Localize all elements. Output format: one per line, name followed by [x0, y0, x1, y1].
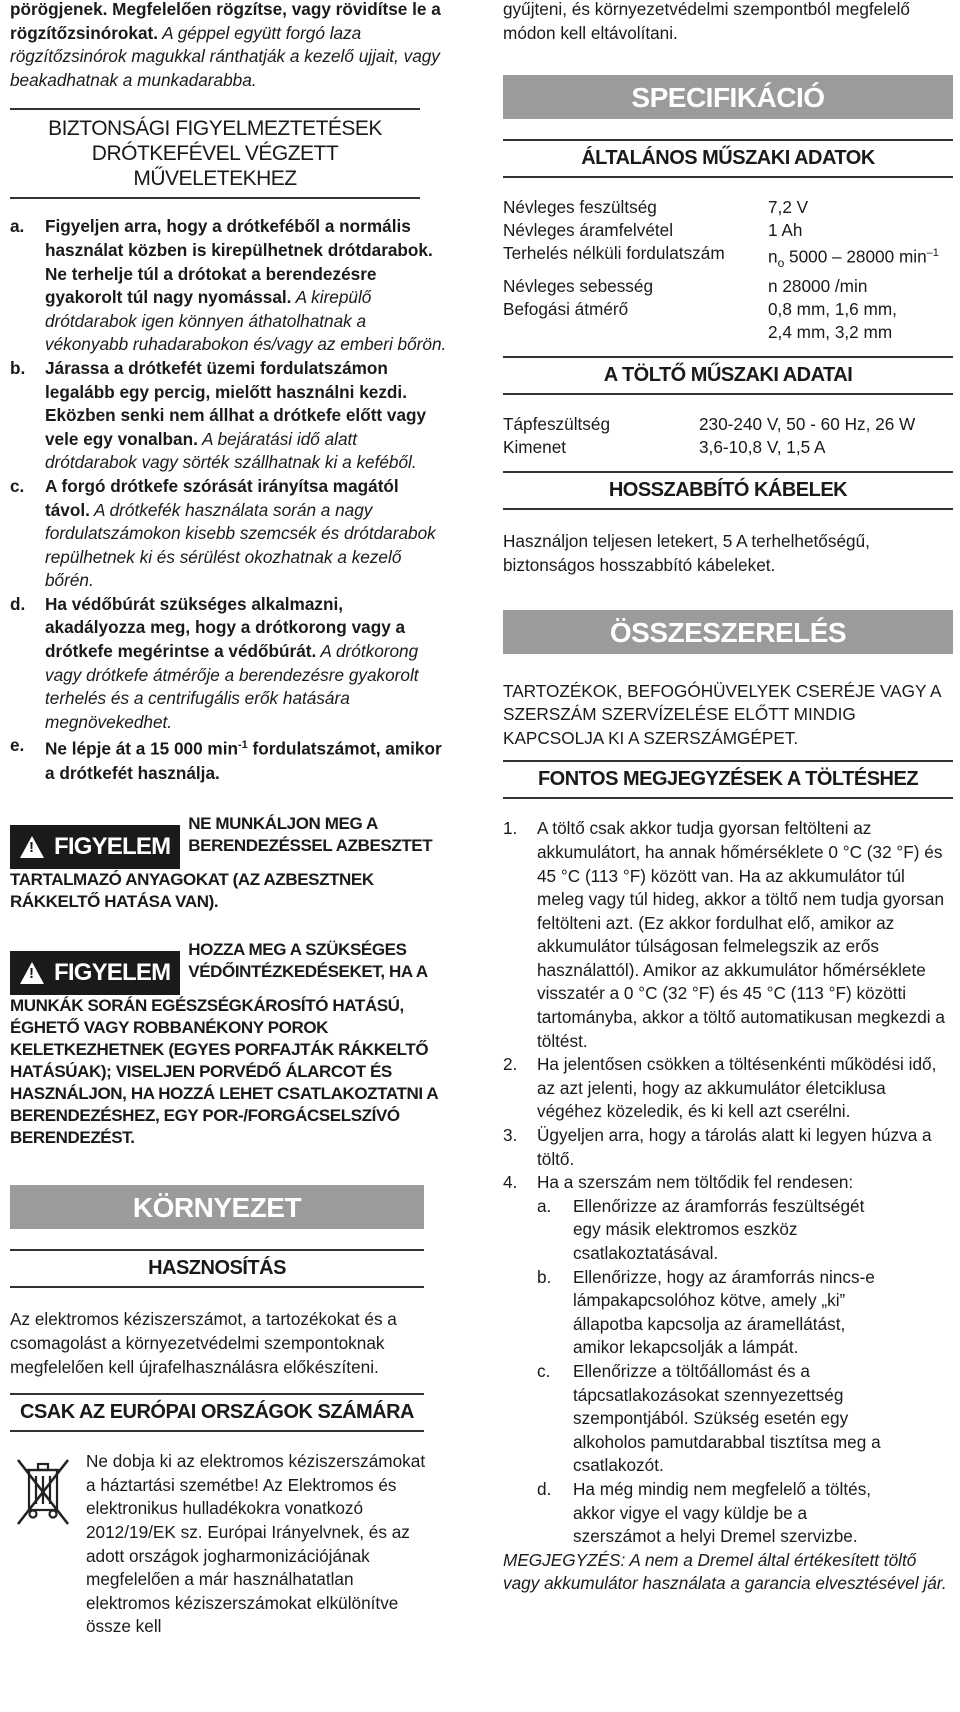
- recycling-text: Az elektromos kéziszerszámot, a tartozékokat és a csomagolást a környezetvédelmi szempontoknak megfelelően kell újrafelhasználásra előkészíteni.: [10, 1309, 397, 1377]
- eu-text: Ne dobja ki az elektromos kéziszerszámokat a háztartási szemétbe! Az Elektromos és elektronikus hulladékokra vonatkozó 2012/19/EK sz. Európai Irányelvnek, és az adott országok jogharmonizációjának megfelelően a már használhatatlan elektromos kéziszerszámokat elkülönítve össze kell: [86, 1451, 426, 1637]
- warning-badge: [10, 825, 180, 869]
- spec-value: [768, 298, 939, 344]
- item-label: e.: [10, 735, 25, 756]
- sub-list-item: [537, 1478, 897, 1549]
- divider: [503, 356, 953, 358]
- subnote-text: Ellenőrizze az áramforrás feszültségét egy másik elektromos eszköz csatlakoztatásával.: [573, 1195, 865, 1264]
- divider: [10, 197, 420, 199]
- weee-bin-icon: [16, 1456, 76, 1639]
- divider: [503, 797, 953, 799]
- table-row: [503, 219, 939, 242]
- intro-bold: pörögjenek. Megfelelően rögzítse, vagy rövidítse le a rögzítőzsinórokat.: [10, 0, 441, 43]
- eu-section: [10, 1450, 448, 1639]
- item-label: b.: [10, 357, 26, 378]
- list-item: [10, 215, 448, 357]
- specification-band: SPECIFIKÁCIÓ: [503, 75, 953, 119]
- subnote-letter: c.: [537, 1360, 551, 1381]
- warning-asbestos: [10, 813, 448, 913]
- subnote-text: Ha még mindig nem megfelelő a töltés, akkor vigye el vagy küldje be a szerszámot a helyi Dremel szervizbe.: [573, 1478, 872, 1547]
- warning-badge-label: FIGYELEM: [54, 833, 171, 861]
- sub-list-item: [537, 1266, 887, 1360]
- recycling-heading: HASZNOSÍTÁS: [148, 1257, 286, 1280]
- item-italic: A drótkefék használata során a nagy fordulatszámokon kisebb szemcsék és drótdarabok repülhetnek ki és sérülést okozhatnak a kezelő bőrén.: [45, 499, 436, 591]
- spec-value-n: n: [768, 246, 778, 267]
- spec-label: Tápfeszültség: [503, 414, 611, 435]
- spec-value-line2: 2,4 mm, 3,2 mm: [768, 322, 893, 343]
- extension-cables-text: Használjon teljesen letekert, 5 A terhelhetőségű, biztonságos hosszabbító kábeleket.: [503, 531, 870, 575]
- spec-value: 3,6-10,8 V, 1,5 A: [699, 437, 826, 458]
- list-item: [503, 1171, 955, 1195]
- left-column: [10, 0, 448, 1639]
- eu-heading: CSAK AZ EURÓPAI ORSZÁGOK SZÁMÁRA: [20, 1401, 414, 1424]
- spec-label: Kimenet: [503, 437, 567, 458]
- assembly-text: TARTOZÉKOK, BEFOGÓHÜVELYEK CSERÉJE VAGY A SZERSZÁM SZERVÍZELÉSE ELŐTT MINDIG KAPCSOLJA KI A SZERSZÁMGÉPET.: [503, 680, 941, 748]
- warning-line2: VÉDŐINTÉZKEDÉSEKET, HA A: [188, 962, 428, 982]
- item-italic: A bejáratási idő alatt drótdarabok vagy sörték szállhatnak ki a keféből.: [45, 428, 417, 473]
- warning-triangle-icon: !: [20, 962, 44, 984]
- subnote-letter: b.: [537, 1266, 552, 1287]
- warning-line1: NE MUNKÁLJON MEG A: [188, 814, 378, 834]
- spec-value-line1: 0,8 mm, 1,6 mm,: [768, 299, 897, 320]
- item-italic: A drótkorong vagy drótkefe átmérője a berendezésre gyakorolt terhelés és a centrifugális erők hatására megnövekedhet.: [45, 641, 419, 732]
- spec-value: n 28000 /min: [768, 276, 868, 297]
- item-bold: Figyeljen arra, hogy a drótkeféből a normális használat közben is kirepülhetnek drótdarabok. Ne terhelje túl a drótokat a berendezésre gyakorolt túl nagy nyomással.: [45, 216, 433, 308]
- item-label: c.: [10, 475, 25, 496]
- right-column: [503, 0, 955, 1596]
- note-text: Ügyeljen arra, hogy a tárolás alatt ki legyen húzva a töltő.: [537, 1125, 932, 1169]
- item-bold: A forgó drótkefe szórását irányítsa magától távol.: [45, 475, 399, 520]
- charging-notes-list: [503, 817, 955, 1596]
- divider: [10, 1286, 424, 1288]
- safety-list: [10, 215, 448, 785]
- table-row: [503, 275, 939, 298]
- item-bold: Ha védőbúrát szükséges alkalmazni, akadályozza meg, hogy a drótkorong vagy a drótkefe megérintse a védőbúrát.: [45, 593, 406, 662]
- spec-value-sup: –1: [926, 247, 939, 260]
- subnote-text: Ellenőrizze, hogy az áramforrás nincs-e lámpakapcsolóhoz kötve, amely „ki” állapotba kapcsolja az áramellátást, amikor lekapcsolják a lámpát.: [573, 1266, 875, 1358]
- spec-label: Névleges áramfelvétel: [503, 220, 674, 241]
- item-label: d.: [10, 593, 26, 614]
- divider: [503, 176, 953, 178]
- table-row: [503, 242, 939, 275]
- item-label: a.: [10, 216, 25, 237]
- warning-head: [188, 939, 427, 995]
- warning-dust: [10, 939, 448, 1149]
- warning-line2: BERENDEZÉSSEL AZBESZTET: [188, 836, 433, 856]
- item-bold: Ne lépje át a 15 000 min: [45, 739, 238, 760]
- continued-text: gyűjteni, és környezetvédelmi szempontból megfelelő módon kell eltávolítani.: [503, 0, 910, 43]
- spec-value: [768, 242, 939, 275]
- divider: [503, 139, 953, 141]
- subnote-letter: d.: [537, 1478, 552, 1499]
- warning-badge: [10, 951, 180, 995]
- divider: [10, 1430, 424, 1432]
- note-number: 3.: [503, 1125, 518, 1146]
- extension-cables-heading: HOSSZABBÍTÓ KÁBELEK: [608, 479, 848, 502]
- note-number: 4.: [503, 1172, 518, 1193]
- divider: [10, 108, 420, 110]
- brush-safety-heading: [10, 116, 420, 191]
- charging-notes-heading: FONTOS MEGJEGYZÉSEK A TÖLTÉSHEZ: [537, 768, 919, 791]
- list-item: [503, 817, 955, 1053]
- table-row: [503, 298, 939, 344]
- table-row: [503, 196, 939, 219]
- list-item: [503, 1053, 955, 1124]
- divider: [503, 760, 953, 762]
- note-text: A töltő csak akkor tudja gyorsan feltölteni az akkumulátort, ha annak hőmérséklete 0 °C (32 °F) és 45 °C (113 °F) között van. Ha az akkumulátor túl meleg vagy túl hideg, akkor a töltő nem tudja gyorsan feltölteni azt. (Ez akkor fordulhat elő, amikor az akkumulátor túlságosan felmelegszik az erős használattól). Amikor az akkumulátor hőmérséklete visszatér a 0 °C (32 °F) és 45 °C (113 °F) közötti tartományba, akkor a töltő automatikusan megkezdi a töltést.: [537, 818, 945, 1051]
- spec-value-sub: o: [777, 256, 785, 271]
- table-row: [503, 436, 915, 459]
- divider: [10, 1249, 424, 1251]
- sub-list-item: [537, 1360, 907, 1478]
- brush-heading-line2: DRÓTKEFÉVEL VÉGZETT MŰVELETEKHEZ: [91, 142, 339, 191]
- list-item: [10, 475, 448, 593]
- environment-band: KÖRNYEZET: [10, 1185, 424, 1229]
- list-item: [10, 593, 448, 735]
- warning-text: MUNKÁK SORÁN EGÉSZSÉGKÁROSÍTÓ HATÁSÚ, ÉGHETŐ VAGY ROBBANÉKONY POROK KELETKEZHETNEK (EGYES PORFAJTÁK RÁKKELTŐ HATÁSÚAK); VISELJEN PORVÉDŐ ÁLARCOT ÉS HASZNÁLJON, HA HOZZÁ LEHET CSATLAKOZTATNI A BERENDEZÉSHEZ, EGY POR-/FORGÁCSELSZÍVÓ BERENDEZÉST.: [10, 996, 438, 1148]
- spec-label: Terhelés nélküli fordulatszám: [503, 243, 725, 264]
- list-item: [10, 357, 448, 475]
- spec-label: Befogási átmérő: [503, 299, 629, 320]
- warning-badge-label: FIGYELEM: [54, 959, 171, 987]
- divider: [10, 1393, 424, 1395]
- warning-triangle-icon: !: [20, 836, 44, 858]
- subnote-letter: a.: [537, 1195, 552, 1216]
- spec-label: Névleges sebesség: [503, 276, 654, 297]
- spec-value-rpm: 5000 – 28000 min: [784, 246, 927, 267]
- warning-line1: HOZZA MEG A SZÜKSÉGES: [188, 940, 407, 960]
- brush-heading-line1: BIZTONSÁGI FIGYELMEZTETÉSEK: [48, 117, 382, 141]
- subnote-text: Ellenőrizze a töltőállomást és a tápcsatlakozásokat szennyezettség szempontjából. Szükség esetén egy alkoholos pamutdarabbal tisztítsa meg a csatlakozót.: [573, 1360, 881, 1476]
- item-bold: Járassa a drótkefét üzemi fordulatszámon legalább egy percig, mielőtt használni kezdi. Eközben senki nem állhat a drótkefe előtt vagy vele egy vonalban.: [45, 357, 427, 449]
- note-text: Ha jelentősen csökken a töltésenkénti működési idő, az azt jelenti, hogy az akkumulátor életciklusa végéhez közeledik, és ki kell azt cserélni.: [537, 1054, 937, 1122]
- intro-paragraph: [10, 0, 448, 92]
- list-item: [503, 1124, 955, 1171]
- divider: [503, 471, 953, 473]
- sub-list-item: [537, 1195, 887, 1266]
- note-number: 1.: [503, 818, 518, 839]
- table-row: [503, 413, 915, 436]
- item-bold2: fordulatszámot, amikor a drótkefét használja.: [45, 739, 442, 783]
- item-italic: A kirepülő drótdarabok igen könnyen áthatolhatnak a vékonyabb ruhadarabokon és/vagy az emberi bőrön.: [45, 287, 447, 355]
- note-number: 2.: [503, 1054, 518, 1075]
- general-specs-table: [503, 196, 939, 344]
- divider: [503, 508, 953, 510]
- divider: [503, 393, 953, 395]
- spec-label: Névleges feszültség: [503, 197, 657, 218]
- general-specs-heading: ÁLTALÁNOS MŰSZAKI ADATOK: [581, 147, 875, 170]
- warranty-note: MEGJEGYZÉS: A nem a Dremel által értékesített töltő vagy akkumulátor használata a garancia elvesztésével jár.: [503, 1549, 947, 1594]
- spec-value: 1 Ah: [768, 220, 803, 241]
- list-item: [10, 734, 448, 785]
- warning-text: TARTALMAZÓ ANYAGOKAT (AZ AZBESZTNEK RÁKKELTŐ HATÁSA VAN).: [10, 870, 374, 912]
- spec-value: 230-240 V, 50 - 60 Hz, 26 W: [699, 414, 916, 435]
- item-sup: -1: [237, 739, 248, 752]
- assembly-band: ÖSSZESZERELÉS: [503, 610, 953, 654]
- charger-specs-table: [503, 413, 915, 459]
- note-text: Ha a szerszám nem töltődik fel rendesen:: [537, 1172, 854, 1193]
- warning-head: [188, 813, 432, 869]
- intro-italic: A géppel együtt forgó laza rögzítőzsinórok magukkal ránthatják a kezelő ujjait, vagy beakadhatnak a munkadarabba.: [10, 22, 440, 90]
- spec-value: 7,2 V: [768, 197, 809, 218]
- charger-specs-heading: A TÖLTŐ MŰSZAKI ADATAI: [603, 364, 853, 387]
